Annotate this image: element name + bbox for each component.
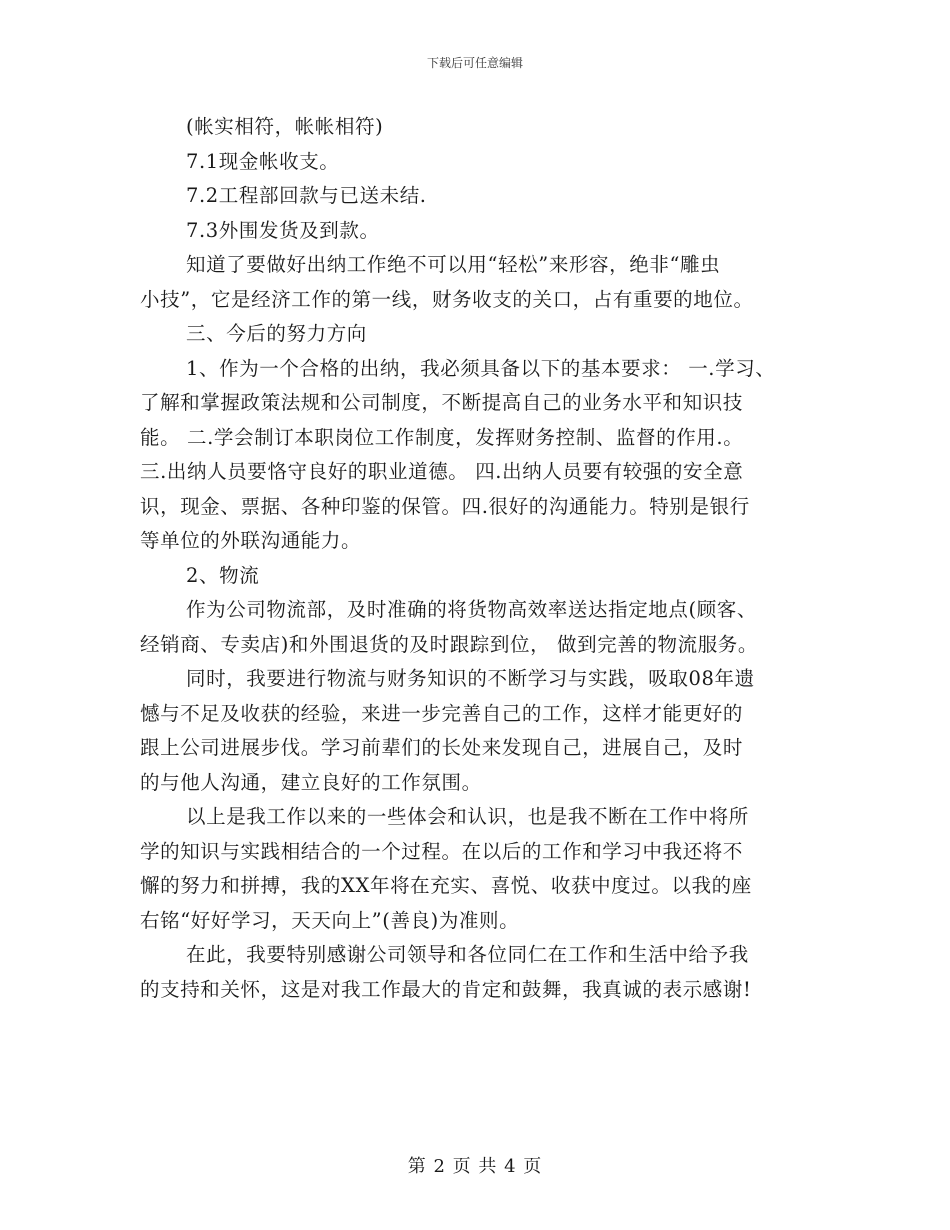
paragraph-line: 小技”，它是经济工作的第一线，财务收支的关口，占有重要的地位。 <box>140 287 754 311</box>
document-body <box>140 110 820 1007</box>
paragraph-line: 能。 二.学会制订本职岗位工作制度，发挥财务控制、监督的作用.。 <box>140 425 744 449</box>
page-number-prefix: 第 <box>407 1156 427 1177</box>
paragraph-line: 1、作为一个合格的出纳，我必须具备以下的基本要求： 一.学习、 <box>186 356 776 380</box>
paragraph-line: 跟上公司进展步伐。学习前辈们的长处来发现自己，进展自己，及时 <box>140 736 744 759</box>
section-heading: 三、今后的努力方向 <box>186 322 367 345</box>
paragraph-line: 的与他人沟通，建立良好的工作氛围。 <box>140 770 482 794</box>
page-number-middle: 页 共 <box>452 1156 498 1177</box>
paragraph-line: 7.2工程部回款与已送未结. <box>186 184 427 207</box>
paragraph-line: 在此，我要特别感谢公司领导和各位同仁在工作和生活中给予我 <box>186 943 749 966</box>
paragraph-line: 以上是我工作以来的一些体会和认识，也是我不断在工作中将所 <box>186 805 749 828</box>
page-header: 下载后可任意编辑 <box>426 56 523 70</box>
paragraph-line: 7.1现金帐收支。 <box>186 149 340 173</box>
paragraph-line: 等单位的外联沟通能力。 <box>140 529 362 552</box>
paragraph-line: 右铭“好好学习，天天向上”(善良)为准则。 <box>140 908 520 932</box>
paragraph-line: 懈的努力和拼搏，我的XX年将在充实、喜悦、收获中度过。以我的座 <box>140 874 752 897</box>
page-number-suffix: 页 <box>523 1156 543 1177</box>
paragraph-line: 三.出纳人员要恪守良好的职业道德。 四.出纳人员要有较强的安全意 <box>140 460 744 483</box>
paragraph-line: 7.3外围发货及到款。 <box>186 218 380 242</box>
paragraph-line: 知道了要做好出纳工作绝不可以用“轻松”来形容，绝非“雕虫 <box>186 253 721 276</box>
paragraph-line: 学的知识与实践相结合的一个过程。在以后的工作和学习中我还将不 <box>140 839 744 863</box>
total-page-count: 4 <box>504 1156 517 1177</box>
current-page-number: 2 <box>433 1156 446 1177</box>
paragraph-line: 憾与不足及收获的经验，来进一步完善自己的工作，这样才能更好的 <box>140 701 744 725</box>
paragraph-line: (帐实相符，帐帐相符) <box>186 115 384 138</box>
paragraph-line: 了解和掌握政策法规和公司制度，不断提高自己的业务水平和知识技 <box>140 391 744 414</box>
paragraph-line: 经销商、专卖店)和外围退货的及时跟踪到位， 做到完善的物流服务。 <box>140 632 759 656</box>
paragraph-line: 的支持和关怀，这是对我工作最大的肯定和鼓舞，我真诚的表示感谢! <box>140 977 752 1001</box>
paragraph-line: 识，现金、票据、各种印鉴的保管。四.很好的沟通能力。特别是银行 <box>140 494 750 518</box>
subsection-heading: 2、物流 <box>186 563 260 587</box>
paragraph-line: 作为公司物流部，及时准确的将货物高效率送达指定地点(顾客、 <box>186 598 758 621</box>
paragraph-line: 同时，我要进行物流与财务知识的不断学习与实践，吸取08年遗 <box>186 667 755 690</box>
page-footer <box>0 1152 950 1178</box>
